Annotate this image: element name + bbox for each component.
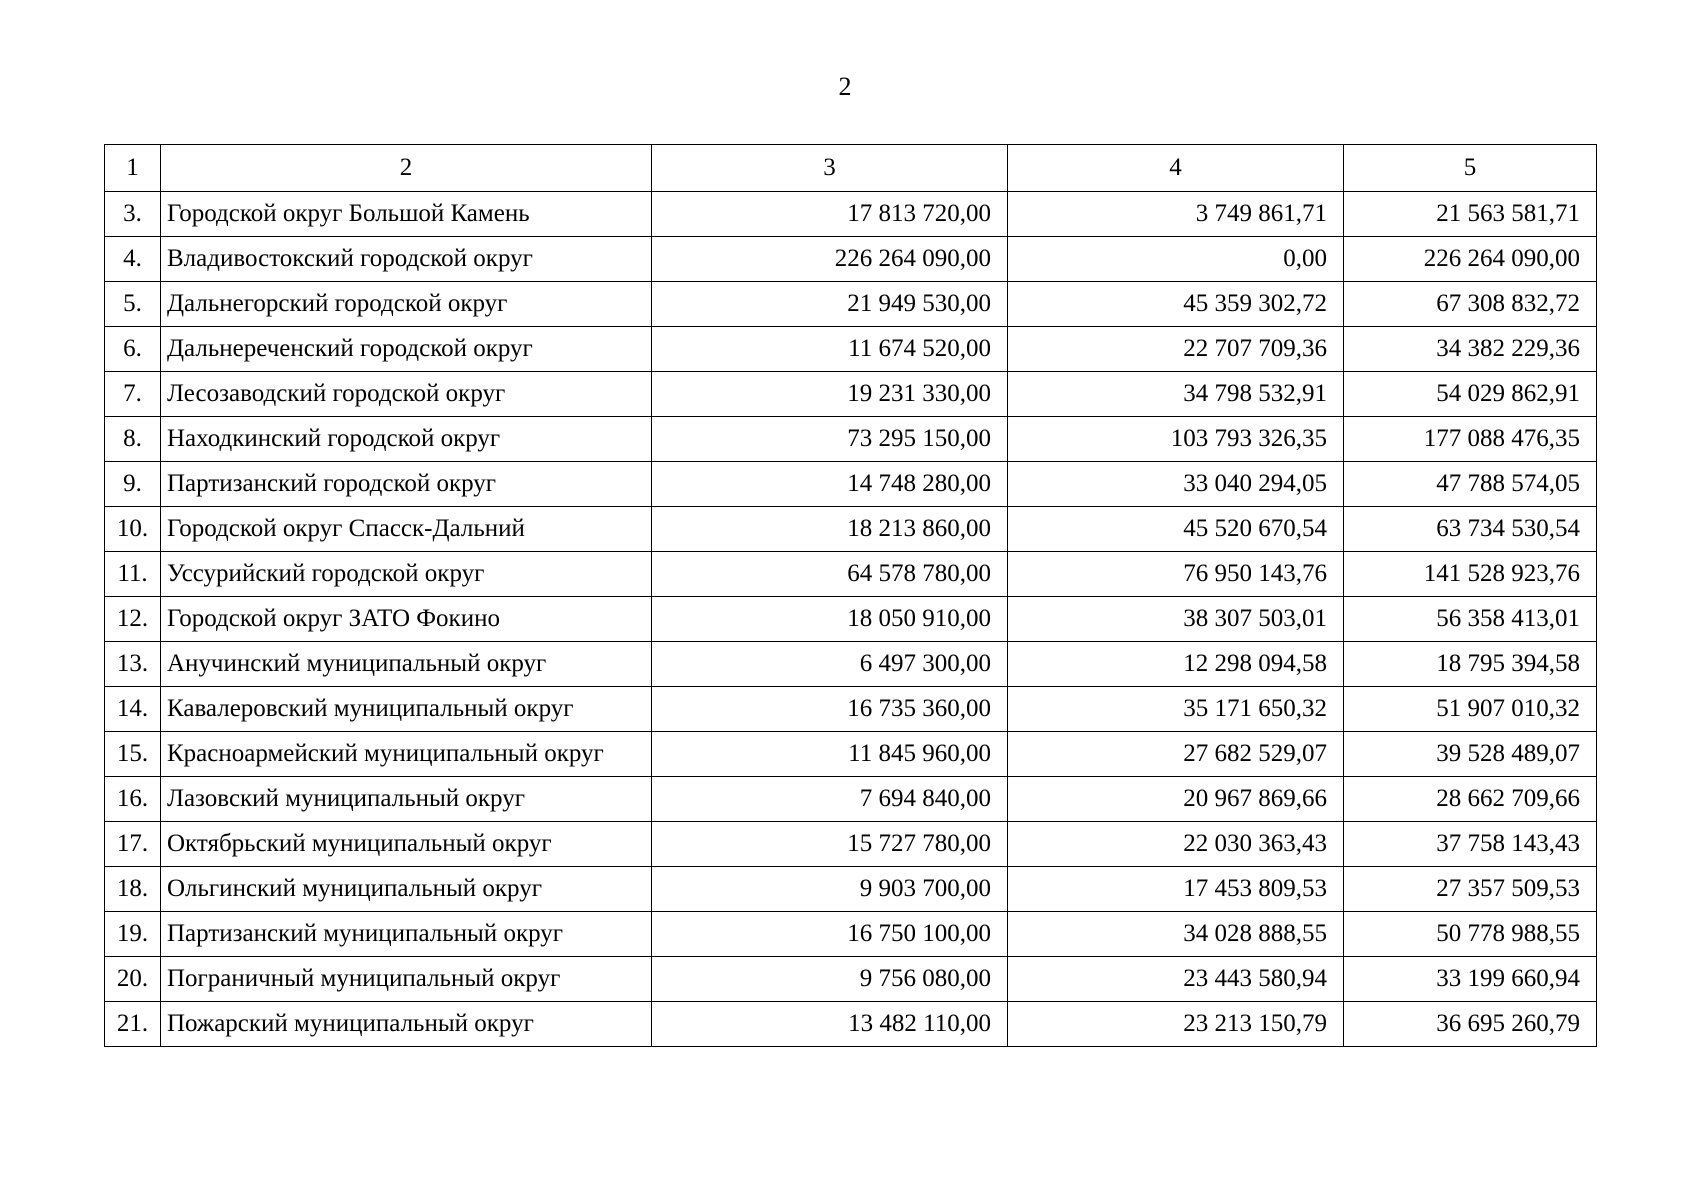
amount-cell-col4: 3 749 861,71 [1008,192,1344,237]
amount-cell-col3: 18 213 860,00 [652,507,1008,552]
column-header: 1 [105,145,161,192]
row-number-cell: 4. [105,237,161,282]
amount-cell-col5: 47 788 574,05 [1344,462,1597,507]
amount-cell-col3: 11 845 960,00 [652,732,1008,777]
amount-cell-col3: 7 694 840,00 [652,777,1008,822]
municipality-name-cell: Октябрьский муниципальный округ [161,822,652,867]
amount-cell-col5: 50 778 988,55 [1344,912,1597,957]
amount-cell-col3: 9 903 700,00 [652,867,1008,912]
allocation-table [104,144,1597,1047]
amount-cell-col4: 76 950 143,76 [1008,552,1344,597]
municipality-name-cell: Дальнегорский городской округ [161,282,652,327]
amount-cell-col4: 38 307 503,01 [1008,597,1344,642]
municipality-name-cell: Красноармейский муниципальный округ [161,732,652,777]
table-row [105,912,1597,957]
row-number-cell: 10. [105,507,161,552]
amount-cell-col5: 67 308 832,72 [1344,282,1597,327]
amount-cell-col4: 27 682 529,07 [1008,732,1344,777]
municipality-name-cell: Ольгинский муниципальный округ [161,867,652,912]
table-row [105,687,1597,732]
row-number-cell: 5. [105,282,161,327]
amount-cell-col3: 16 750 100,00 [652,912,1008,957]
table-row [105,732,1597,777]
municipality-name-cell: Городской округ Спасск-Дальний [161,507,652,552]
row-number-cell: 3. [105,192,161,237]
row-number-cell: 13. [105,642,161,687]
table-row [105,642,1597,687]
amount-cell-col4: 22 707 709,36 [1008,327,1344,372]
amount-cell-col5: 177 088 476,35 [1344,417,1597,462]
table-row [105,507,1597,552]
municipality-name-cell: Пограничный муниципальный округ [161,957,652,1002]
municipality-name-cell: Лазовский муниципальный округ [161,777,652,822]
row-number-cell: 8. [105,417,161,462]
table-row [105,237,1597,282]
row-number-cell: 7. [105,372,161,417]
municipality-name-cell: Партизанский муниципальный округ [161,912,652,957]
amount-cell-col4: 34 028 888,55 [1008,912,1344,957]
amount-cell-col3: 73 295 150,00 [652,417,1008,462]
amount-cell-col5: 18 795 394,58 [1344,642,1597,687]
table-row [105,597,1597,642]
municipality-name-cell: Партизанский городской округ [161,462,652,507]
row-number-cell: 15. [105,732,161,777]
amount-cell-col5: 56 358 413,01 [1344,597,1597,642]
amount-cell-col4: 103 793 326,35 [1008,417,1344,462]
amount-cell-col3: 21 949 530,00 [652,282,1008,327]
municipality-name-cell: Дальнереченский городской округ [161,327,652,372]
amount-cell-col3: 14 748 280,00 [652,462,1008,507]
table-row [105,462,1597,507]
amount-cell-col4: 45 359 302,72 [1008,282,1344,327]
amount-cell-col5: 63 734 530,54 [1344,507,1597,552]
amount-cell-col5: 37 758 143,43 [1344,822,1597,867]
amount-cell-col3: 16 735 360,00 [652,687,1008,732]
amount-cell-col3: 11 674 520,00 [652,327,1008,372]
amount-cell-col3: 13 482 110,00 [652,1002,1008,1047]
amount-cell-col5: 39 528 489,07 [1344,732,1597,777]
table-row [105,282,1597,327]
row-number-cell: 18. [105,867,161,912]
row-number-cell: 12. [105,597,161,642]
amount-cell-col3: 6 497 300,00 [652,642,1008,687]
municipality-name-cell: Владивостокский городской округ [161,237,652,282]
municipality-name-cell: Уссурийский городской округ [161,552,652,597]
amount-cell-col4: 35 171 650,32 [1008,687,1344,732]
amount-cell-col3: 17 813 720,00 [652,192,1008,237]
amount-cell-col3: 226 264 090,00 [652,237,1008,282]
amount-cell-col5: 27 357 509,53 [1344,867,1597,912]
row-number-cell: 16. [105,777,161,822]
amount-cell-col5: 54 029 862,91 [1344,372,1597,417]
amount-cell-col3: 9 756 080,00 [652,957,1008,1002]
amount-cell-col4: 22 030 363,43 [1008,822,1344,867]
column-header: 5 [1344,145,1597,192]
amount-cell-col5: 34 382 229,36 [1344,327,1597,372]
municipality-name-cell: Находкинский городской округ [161,417,652,462]
municipality-name-cell: Кавалеровский муниципальный округ [161,687,652,732]
column-header: 2 [161,145,652,192]
column-header: 3 [652,145,1008,192]
amount-cell-col4: 23 213 150,79 [1008,1002,1344,1047]
amount-cell-col4: 34 798 532,91 [1008,372,1344,417]
amount-cell-col5: 28 662 709,66 [1344,777,1597,822]
table-row [105,372,1597,417]
row-number-cell: 6. [105,327,161,372]
table-body [105,145,1597,1047]
column-header: 4 [1008,145,1344,192]
municipality-name-cell: Анучинский муниципальный округ [161,642,652,687]
amount-cell-col5: 226 264 090,00 [1344,237,1597,282]
table-row [105,192,1597,237]
table-row [105,552,1597,597]
amount-cell-col4: 0,00 [1008,237,1344,282]
table-row [105,417,1597,462]
amount-cell-col5: 36 695 260,79 [1344,1002,1597,1047]
table-row [105,867,1597,912]
table-row [105,822,1597,867]
amount-cell-col4: 20 967 869,66 [1008,777,1344,822]
amount-cell-col5: 21 563 581,71 [1344,192,1597,237]
amount-cell-col3: 19 231 330,00 [652,372,1008,417]
amount-cell-col5: 141 528 923,76 [1344,552,1597,597]
row-number-cell: 21. [105,1002,161,1047]
table-row [105,777,1597,822]
row-number-cell: 11. [105,552,161,597]
row-number-cell: 19. [105,912,161,957]
row-number-cell: 14. [105,687,161,732]
municipality-name-cell: Пожарский муниципальный округ [161,1002,652,1047]
municipality-name-cell: Лесозаводский городской округ [161,372,652,417]
amount-cell-col5: 51 907 010,32 [1344,687,1597,732]
amount-cell-col4: 12 298 094,58 [1008,642,1344,687]
row-number-cell: 17. [105,822,161,867]
municipality-name-cell: Городской округ Большой Камень [161,192,652,237]
amount-cell-col5: 33 199 660,94 [1344,957,1597,1002]
amount-cell-col4: 45 520 670,54 [1008,507,1344,552]
amount-cell-col4: 23 443 580,94 [1008,957,1344,1002]
row-number-cell: 20. [105,957,161,1002]
amount-cell-col4: 33 040 294,05 [1008,462,1344,507]
municipality-name-cell: Городской округ ЗАТО Фокино [161,597,652,642]
table-row [105,1002,1597,1047]
amount-cell-col3: 15 727 780,00 [652,822,1008,867]
page-number: 2 [838,72,852,101]
column-number-row [105,145,1597,192]
amount-cell-col3: 64 578 780,00 [652,552,1008,597]
table-row [105,327,1597,372]
row-number-cell: 9. [105,462,161,507]
table-row [105,957,1597,1002]
amount-cell-col4: 17 453 809,53 [1008,867,1344,912]
amount-cell-col3: 18 050 910,00 [652,597,1008,642]
